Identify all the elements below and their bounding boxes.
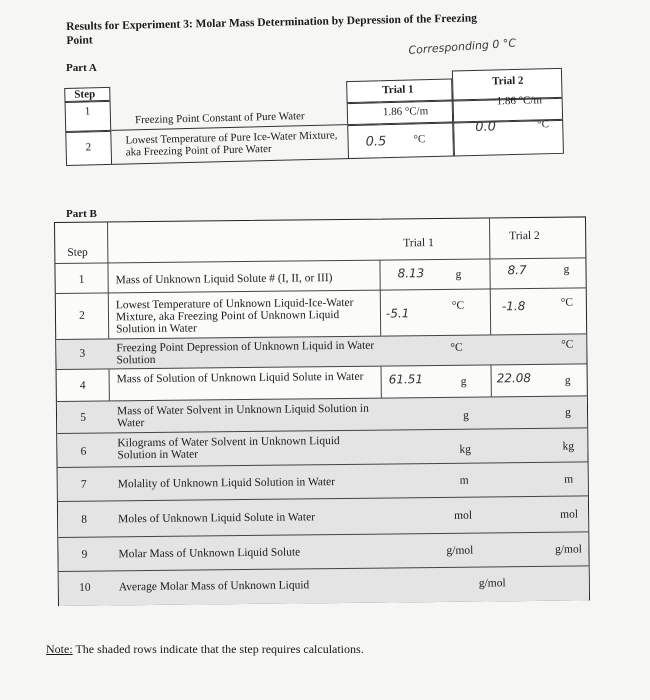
trial2-unit: m (564, 473, 574, 486)
step-number: 5 (80, 411, 86, 424)
part-a-t1-unit: °C (413, 133, 426, 146)
trial1-handwritten-value: 8.13 (397, 266, 425, 281)
trial2-unit: g (563, 263, 570, 276)
step-description: Mass of Unknown Liquid Solute # (I, II, or III) (115, 272, 333, 287)
step-number: 1 (78, 273, 85, 286)
step-description: Average Molar Mass of Unknown Liquid (118, 579, 310, 594)
trial1-unit: g (462, 409, 469, 422)
trial2-unit: kg (562, 440, 575, 453)
trial2-unit: mol (560, 508, 579, 521)
trial2-unit: g (565, 406, 571, 419)
trial2-unit: g (564, 374, 571, 387)
trial1-unit: mol (454, 509, 473, 522)
part-a-trial2-header: Trial 2 (492, 74, 524, 88)
table-row (59, 565, 589, 606)
trial2-handwritten-value: 22.08 (496, 371, 532, 386)
trial1-handwritten-value: -5.1 (385, 306, 410, 321)
step-number: 4 (79, 379, 86, 392)
step-number: 3 (79, 347, 86, 360)
trial1-handwritten-value: 61.51 (388, 372, 424, 387)
trial1-unit: kg (459, 443, 471, 456)
part-a-t2-handwritten: 0.0 (475, 119, 497, 135)
step-number: 6 (80, 445, 87, 458)
step-number: 8 (81, 513, 88, 526)
step-description: Moles of Unknown Liquid Solute in Water (118, 511, 316, 526)
part-a-step-header: Step (74, 88, 96, 101)
part-b-trial2-header: Trial 2 (509, 229, 540, 243)
trial1-unit: g/mol (446, 544, 474, 557)
page-title: Results for Experiment 3: Molar Mass Determination by Depression of the Freezing Point (66, 12, 478, 47)
trial1-unit: g (455, 268, 462, 281)
trial2-handwritten-value: 8.7 (507, 263, 527, 278)
part-a-t1-value: 1.86 °C/m (382, 105, 429, 119)
trial2-unit: °C (561, 338, 574, 351)
part-b-label: Part B (66, 208, 97, 220)
trial2-unit: °C (560, 296, 574, 309)
step-description: Mass of Water Solvent in Unknown Liquid Solution in Water (116, 402, 369, 430)
part-a-desc: Freezing Point Constant of Pure Water (134, 110, 305, 127)
step-description: Kilograms of Water Solvent in Unknown Liquid Solution in Water (117, 435, 340, 462)
trial1-unit: g (460, 375, 467, 388)
note-label: Note: (46, 642, 73, 656)
step-description: Lowest Temperature of Unknown Liquid-Ice-Water Mixture, aka Freezing Point of Unknown Liquid Solution in Water (115, 296, 354, 336)
trial1-unit: °C (450, 341, 463, 354)
step-description: Molality of Unknown Liquid Solution in Water (117, 476, 336, 491)
step-number: 2 (79, 309, 85, 322)
part-a-step: 2 (85, 141, 92, 154)
part-b-step-header: Step (67, 246, 88, 259)
part-b-trial1-header: Trial 1 (403, 237, 434, 250)
part-a-t2-value: 1.86 °C/m (496, 94, 543, 108)
step-number: 7 (80, 478, 87, 491)
part-a-desc: Lowest Temperature of Pure Ice-Water Mixture, aka Freezing Point of Pure Water (125, 129, 338, 159)
trial2-handwritten-value: -1.8 (501, 299, 526, 314)
step-number: 9 (81, 548, 88, 561)
part-a-t1-handwritten: 0.5 (365, 134, 387, 150)
part-a-table (64, 68, 566, 172)
note (46, 642, 364, 657)
part-b-table (54, 216, 590, 606)
trial2-unit: g/mol (554, 543, 582, 556)
table-row (56, 287, 586, 340)
part-a-trial1-header: Trial 1 (382, 83, 414, 97)
trial1-unit: m (459, 474, 469, 487)
note-text: The shaded rows indicate that the step requires calculations. (72, 642, 364, 656)
handwritten-annotation: Corresponding 0 °C (408, 36, 517, 57)
part-a-step: 1 (84, 105, 91, 118)
step-description: Freezing Point Depression of Unknown Liquid in Water Solution (116, 339, 375, 367)
part-a-label: Part A (66, 62, 97, 74)
trial1-unit: °C (451, 299, 465, 312)
part-a-t2-unit: °C (537, 118, 550, 131)
average-unit: g/mol (478, 577, 506, 590)
step-number: 10 (79, 581, 91, 594)
step-description: Mass of Solution of Unknown Liquid Solute in Water (116, 370, 364, 386)
step-description: Molar Mass of Unknown Liquid Solute (118, 546, 301, 561)
